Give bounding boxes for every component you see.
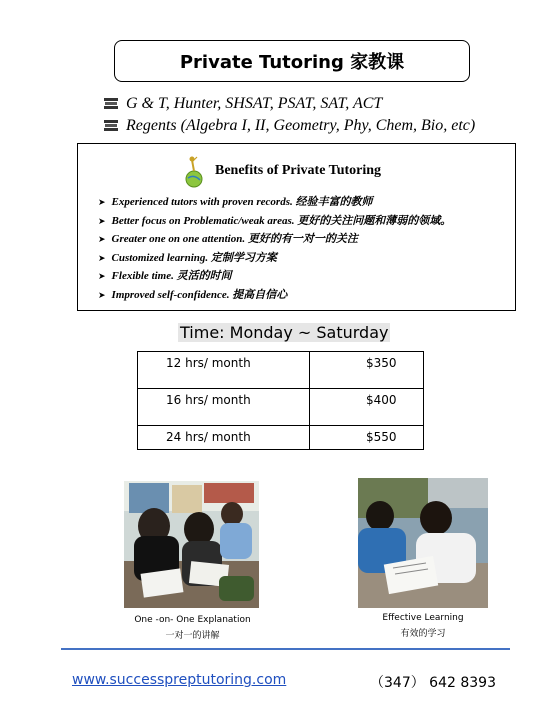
tutoring-photo-effective-learning xyxy=(358,478,488,608)
plan-cell: 12 hrs/ month xyxy=(138,352,310,389)
exam-list-item xyxy=(104,95,382,113)
plan-cell: 24 hrs/ month xyxy=(138,426,310,450)
benefit-item xyxy=(98,230,451,249)
arrow-bullet-icon: ➤ xyxy=(98,252,106,263)
benefit-text: Greater one on one attention. 更好的有一对一的关注 xyxy=(111,233,358,245)
caption-chinese: 有效的学习 xyxy=(400,629,446,639)
benefit-item xyxy=(98,249,451,268)
benefit-text: Flexible time. 灵活的时间 xyxy=(111,270,232,282)
page-title xyxy=(114,40,470,82)
benefit-item xyxy=(98,212,451,231)
exam-text: G & T, Hunter, SHSAT, PSAT, SAT, ACT xyxy=(126,95,383,112)
benefit-item xyxy=(98,193,451,212)
tutor-explaining-image xyxy=(358,478,488,608)
phone-number: （347） 642 8393 xyxy=(370,675,496,691)
books-icon xyxy=(104,98,118,110)
exam-text: Regents (Algebra I, II, Geometry, Phy, Chem, Bio, etc) xyxy=(126,117,476,134)
arrow-bullet-icon: ➤ xyxy=(98,271,106,281)
benefits-box xyxy=(77,143,516,311)
title-text: Private Tutoring 家教课 xyxy=(179,52,405,73)
price-cell: $550 xyxy=(310,426,424,450)
photo-caption xyxy=(368,613,478,639)
benefit-list xyxy=(98,193,451,304)
website-link[interactable]: www.successpreptutoring.com xyxy=(72,672,287,688)
benefit-text: Improved self-confidence. 提高自信心 xyxy=(111,288,288,301)
exam-list-item xyxy=(104,117,475,135)
books-icon xyxy=(104,120,118,132)
benefit-text: Better focus on Problematic/weak areas. 更好的关注问题和薄弱的领域。 xyxy=(111,214,452,227)
arrow-bullet-icon: ➤ xyxy=(98,289,106,300)
students-studying-image xyxy=(124,481,259,608)
arrow-bullet-icon: ➤ xyxy=(98,197,106,207)
plan-cell: 16 hrs/ month xyxy=(138,389,310,426)
benefit-text: Experienced tutors with proven records. 经验丰富的教师 xyxy=(111,196,373,208)
table-row xyxy=(138,389,424,426)
benefit-item xyxy=(98,267,451,286)
photo-caption xyxy=(120,615,265,641)
table-row xyxy=(138,352,424,389)
price-cell: $400 xyxy=(310,389,424,426)
price-table xyxy=(137,351,424,450)
caption-chinese: 一对一的讲解 xyxy=(165,631,220,641)
benefit-text: Customized learning. 定制学习方案 xyxy=(111,251,277,264)
graduate-globe-icon xyxy=(183,154,205,188)
arrow-bullet-icon: ➤ xyxy=(98,215,106,226)
arrow-bullet-icon: ➤ xyxy=(98,234,106,244)
schedule-heading: Time: Monday ~ Saturday xyxy=(180,323,389,342)
price-cell: $350 xyxy=(310,352,424,389)
caption-english: One -on- One Explanation xyxy=(134,615,251,625)
tutoring-photo-one-on-one xyxy=(124,481,259,608)
table-row xyxy=(138,426,424,450)
footer-divider xyxy=(61,648,510,650)
benefit-item xyxy=(98,286,451,305)
benefits-title: Benefits of Private Tutoring xyxy=(215,163,382,178)
benefits-header xyxy=(183,154,381,188)
caption-english: Effective Learning xyxy=(382,613,464,623)
